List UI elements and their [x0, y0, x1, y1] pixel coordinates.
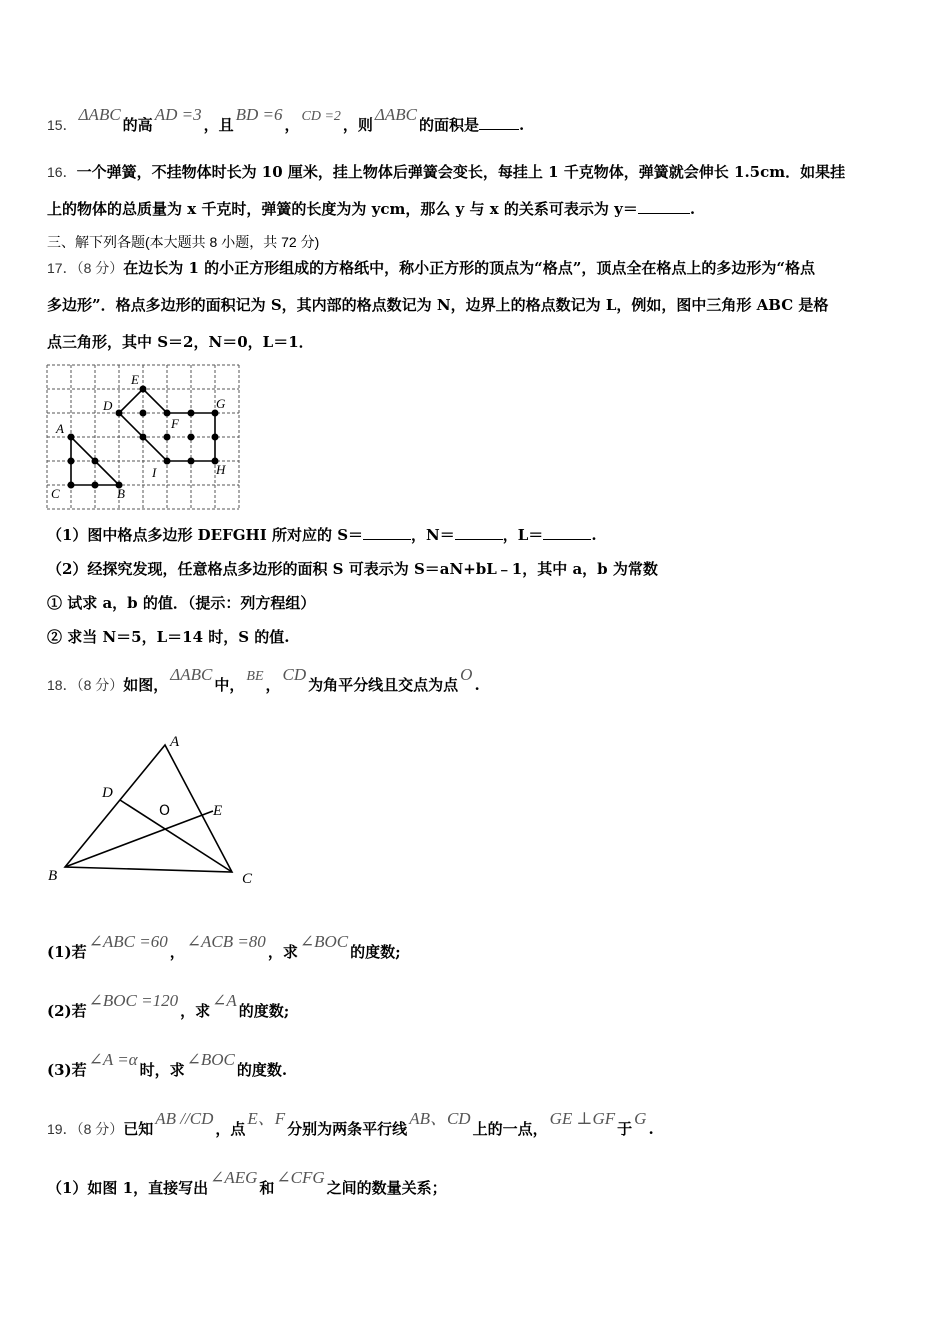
- fig-label-b: B: [48, 868, 58, 884]
- q17-number: 17．: [47, 260, 77, 276]
- q16-line-1: [47, 162, 845, 182]
- grid-label-h: H: [216, 462, 226, 477]
- q17-part-1-c: ，L＝: [502, 526, 544, 544]
- q16-answer-blank: [638, 199, 690, 214]
- q18-s1-c: ，求: [267, 943, 298, 961]
- grid-label-d: D: [103, 398, 113, 413]
- q19-math-1: AB //CD: [155, 1109, 214, 1128]
- q17-l-blank: [543, 525, 591, 540]
- q16-line-2: [47, 199, 695, 219]
- q18-s3-c: 的度数.: [236, 1061, 288, 1079]
- q18-math-3: CD: [282, 665, 307, 684]
- q19-score: （8 分）: [76, 1121, 124, 1137]
- q17-text-3: 点三角形，其中 S＝2，N＝0，L＝1．: [47, 333, 314, 351]
- q18-s3-math-1: ∠A =α: [88, 1050, 138, 1069]
- q19-p1-c: 之间的数量关系；: [326, 1179, 447, 1197]
- grid-label-g: G: [216, 396, 226, 411]
- fig-label-o: O: [159, 803, 171, 819]
- q19-math-2: E、F: [247, 1109, 286, 1128]
- q19-line: [47, 1109, 654, 1139]
- q16-text-2: 上的物体的总质量为 x 千克时，弹簧的长度为为 ycm，那么 y 与 x 的关系可表示为 y＝: [47, 200, 638, 218]
- q17-line-1: [47, 258, 815, 278]
- q15-math-2: AD =3: [154, 105, 202, 124]
- fig-label-c: C: [242, 871, 253, 887]
- q15-text-5: 的面积是: [419, 116, 480, 134]
- q18-s1-b: ，: [169, 943, 185, 961]
- q18-s3-a: (3)若: [47, 1061, 87, 1079]
- q17-text-2: 多边形”．格点多边形的面积记为 S，其内部的格点数记为 N，边界上的格点数记为 L，例如，图中三角形 ABC 是格: [47, 296, 829, 314]
- q17-line-3: [47, 332, 314, 352]
- fig-label-e: E: [213, 803, 223, 819]
- q18-s2-math-1: ∠BOC =120: [88, 991, 179, 1010]
- q15-math-5: ΔABC: [374, 105, 418, 124]
- q19-text-1: ，点: [215, 1120, 246, 1138]
- q15-math-4: CD =2: [301, 109, 341, 124]
- q18-sub-1: [47, 932, 401, 962]
- q19-math-5: G: [634, 1109, 647, 1128]
- fig-label-d: D: [102, 785, 113, 801]
- q15-end: .: [519, 116, 525, 134]
- q17-part-1-b: ，N＝: [411, 526, 455, 544]
- q16-end: .: [689, 200, 696, 218]
- section-3-title: 三、解下列各题(本大题共 8 小题，共 72 分): [47, 234, 320, 250]
- q18-text-3: 为角平分线且交点为点: [308, 676, 459, 694]
- q18-sub-2: [47, 991, 290, 1021]
- q15-math-3: BD =6: [235, 105, 283, 124]
- q18-s3-math-2: ∠BOC: [186, 1050, 235, 1069]
- grid-label-b: B: [117, 486, 125, 501]
- q18-math-2: BE: [246, 669, 264, 684]
- q18-s1-a: (1)若: [47, 943, 87, 961]
- q17-part-1-end: .: [591, 526, 597, 544]
- q15-line: [47, 105, 525, 137]
- grid-label-e: E: [131, 372, 139, 387]
- q18-line: [47, 665, 480, 697]
- q15-number: 15．: [47, 117, 77, 133]
- q18-s1-math-3: ∠BOC: [299, 932, 349, 951]
- q18-triangle-figure: [40, 725, 270, 895]
- q18-s1-math-2: ∠ACB =80: [186, 932, 266, 951]
- q17-part-1: [47, 525, 597, 545]
- grid-label-c: C: [51, 486, 60, 501]
- q16-number: 16．: [47, 164, 77, 180]
- q19-end: .: [648, 1120, 654, 1138]
- q19-p1-math-2: ∠CFG: [276, 1168, 325, 1187]
- q19-p1-a: （1）如图 1，直接写出: [47, 1179, 209, 1197]
- grid-label-i: I: [152, 465, 157, 480]
- q19-p1-b: 和: [259, 1179, 275, 1197]
- q18-math-4: O: [460, 665, 473, 684]
- q17-line-2: [47, 295, 828, 315]
- q19-text-2: 分别为两条平行线: [287, 1120, 408, 1138]
- q18-s1-d: 的度数;: [350, 943, 401, 961]
- q19-number: 19．: [47, 1121, 77, 1137]
- q18-s3-b: 时，求: [139, 1061, 185, 1079]
- q15-text-2: ，且: [203, 116, 234, 134]
- q19-text-3: 上的一点，: [472, 1120, 548, 1138]
- q15-text-1: 的高: [122, 116, 153, 134]
- q19-text-0: 已知: [123, 1120, 154, 1138]
- q18-end: .: [474, 676, 480, 694]
- q19-part-1: [47, 1168, 447, 1198]
- triangle-abc-outline: [65, 745, 232, 872]
- q18-s1-math-1: ∠ABC =60: [88, 932, 168, 951]
- q18-s2-c: 的度数;: [238, 1002, 290, 1020]
- q17-s-blank: [363, 525, 411, 540]
- q17-n-blank: [455, 525, 503, 540]
- grid-label-a: A: [56, 421, 64, 436]
- q17-grid-figure: [46, 364, 240, 512]
- q19-text-4: 于: [617, 1120, 633, 1138]
- q18-text-0: 如图，: [123, 676, 169, 694]
- q19-math-4: GE ⊥GF: [549, 1109, 616, 1128]
- q18-s2-math-2: ∠A: [212, 991, 237, 1010]
- fig-label-a: A: [170, 734, 180, 750]
- q17-part-2-2: ② 求当 N＝5，L＝14 时，S 的值.: [47, 628, 290, 646]
- q18-s2-a: (2)若: [47, 1002, 87, 1020]
- q18-s2-b: ，求: [180, 1002, 211, 1020]
- q18-math-1: ΔABC: [170, 665, 213, 684]
- q18-score: （8 分）: [76, 677, 124, 693]
- q19-math-3: AB、CD: [409, 1109, 471, 1128]
- grid-label-f: F: [171, 416, 179, 431]
- q15-text-3: ，: [284, 116, 300, 134]
- q17-score: （8 分）: [76, 260, 124, 276]
- q16-text-1: 一个弹簧，不挂物体时长为 10 厘米，挂上物体后弹簧会变长，每挂上 1 千克物体，弹簧就会伸长 1.5cm．如果挂: [76, 163, 846, 181]
- q18-text-2: ，: [265, 676, 281, 694]
- q19-p1-math-1: ∠AEG: [210, 1168, 258, 1187]
- q15-math-1: ΔABC: [78, 105, 121, 124]
- q17-part-1-a: （1）图中格点多边形 DEFGHI 所对应的 S＝: [47, 526, 364, 544]
- q17-part-2-1: ① 试求 a，b 的值．（提示：列方程组）: [47, 594, 316, 612]
- q15-answer-blank: [479, 115, 519, 130]
- q18-sub-3: [47, 1050, 288, 1080]
- q18-text-1: 中，: [214, 676, 245, 694]
- q17-part-2: （2）经探究发现，任意格点多边形的面积 S 可表示为 S＝aN+bL﹣1，其中 a，b 为常数: [47, 560, 658, 578]
- q18-number: 18．: [47, 677, 77, 693]
- q17-text-1: 在边长为 1 的小正方形组成的方格纸中，称小正方形的顶点为“格点”，顶点全在格点上的多边形为“格点: [123, 259, 816, 277]
- q15-text-4: ，则: [342, 116, 373, 134]
